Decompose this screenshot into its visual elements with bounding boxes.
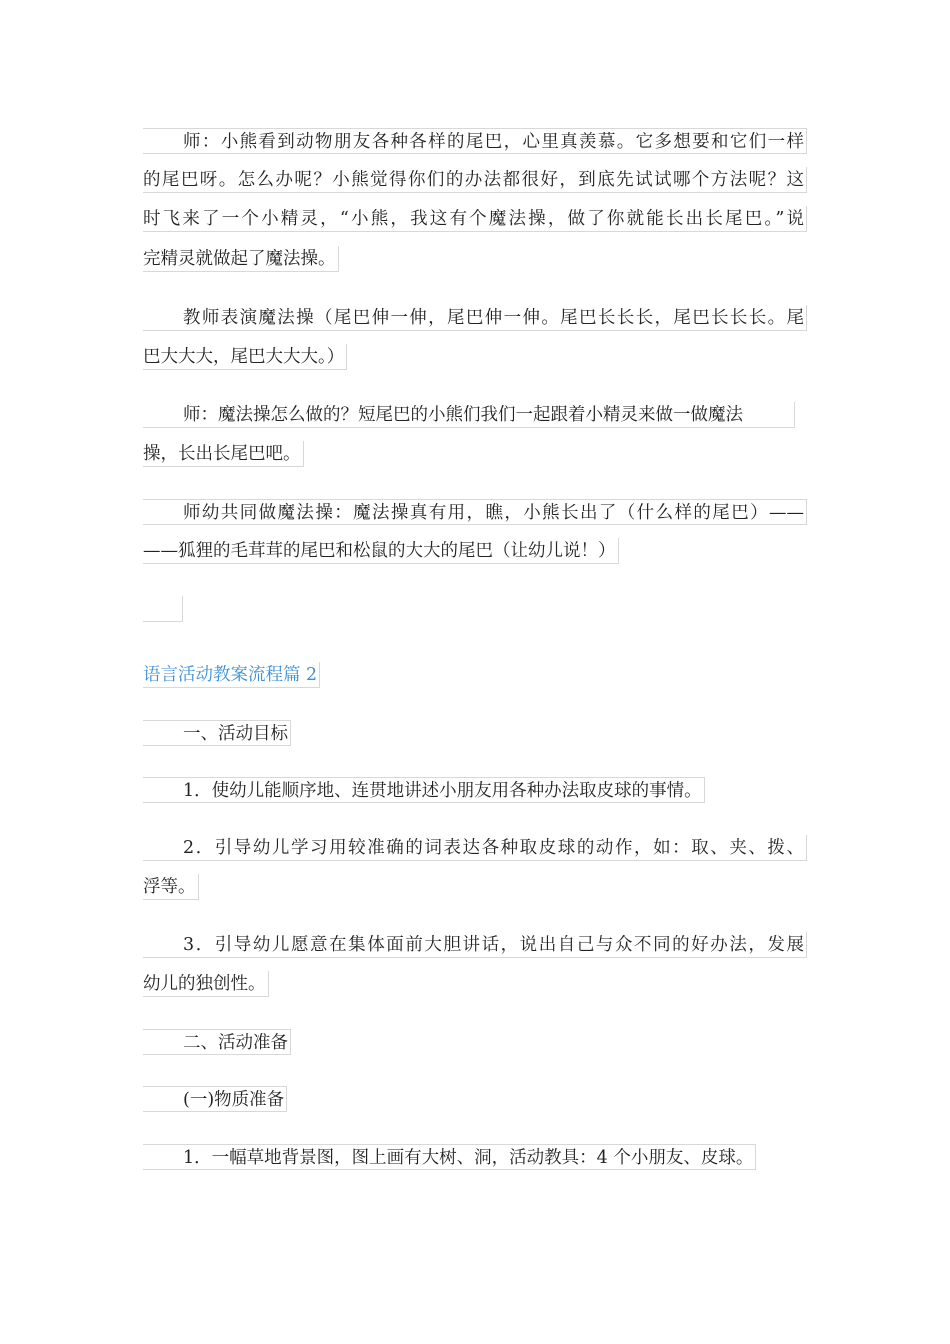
list-item-continuation: 浮等。 [143,874,199,900]
subheading: 一、活动目标 [143,720,291,746]
paragraph-line: 师：魔法操怎么做的？短尾巴的小熊们我们一起跟着小精灵来做一做魔法 [143,402,795,428]
paragraph-line: ——狐狸的毛茸茸的尾巴和松鼠的大大的尾巴（让幼儿说！） [143,538,619,564]
list-item: 1．使幼儿能顺序地、连贯地讲述小朋友用各种办法取皮球的事情。 [143,777,705,803]
paragraph-line: 师：小熊看到动物朋友各种各样的尾巴，心里真羡慕。它多想要和它们一样 [143,128,807,154]
list-item: 3．引导幼儿愿意在集体面前大胆讲话，说出自己与众不同的好办法，发展 [143,932,807,958]
paragraph-line: 的尾巴呀。怎么办呢？小熊觉得你们的办法都很好，到底先试试哪个方法呢？这 [143,167,807,193]
section-heading: 语言活动教案流程篇 2 [143,662,320,688]
paragraph-line: 巴大大大，尾巴大大大。） [143,344,347,370]
paragraph-line: 师幼共同做魔法操：魔法操真有用，瞧，小熊长出了（什么样的尾巴）—— [143,499,807,525]
paragraph-line: 完精灵就做起了魔法操。 [143,246,339,272]
paragraph-line: 时飞来了一个小精灵，“小熊，我这有个魔法操，做了你就能长出长尾巴。”说 [143,206,807,232]
list-item: 2．引导幼儿学习用较准确的词表达各种取皮球的动作，如：取、夹、拨、 [143,835,807,861]
subheading: (一)物质准备 [143,1086,287,1112]
subheading: 二、活动准备 [143,1029,291,1055]
empty-paragraph [143,596,183,622]
list-item: 1．一幅草地背景图，图上画有大树、洞，活动教具：4 个小朋友、皮球。 [143,1144,756,1170]
paragraph-line: 教师表演魔法操（尾巴伸一伸，尾巴伸一伸。尾巴长长长，尾巴长长长。尾 [143,305,807,331]
list-item-continuation: 幼儿的独创性。 [143,971,269,997]
paragraph-line: 操，长出长尾巴吧。 [143,441,304,467]
